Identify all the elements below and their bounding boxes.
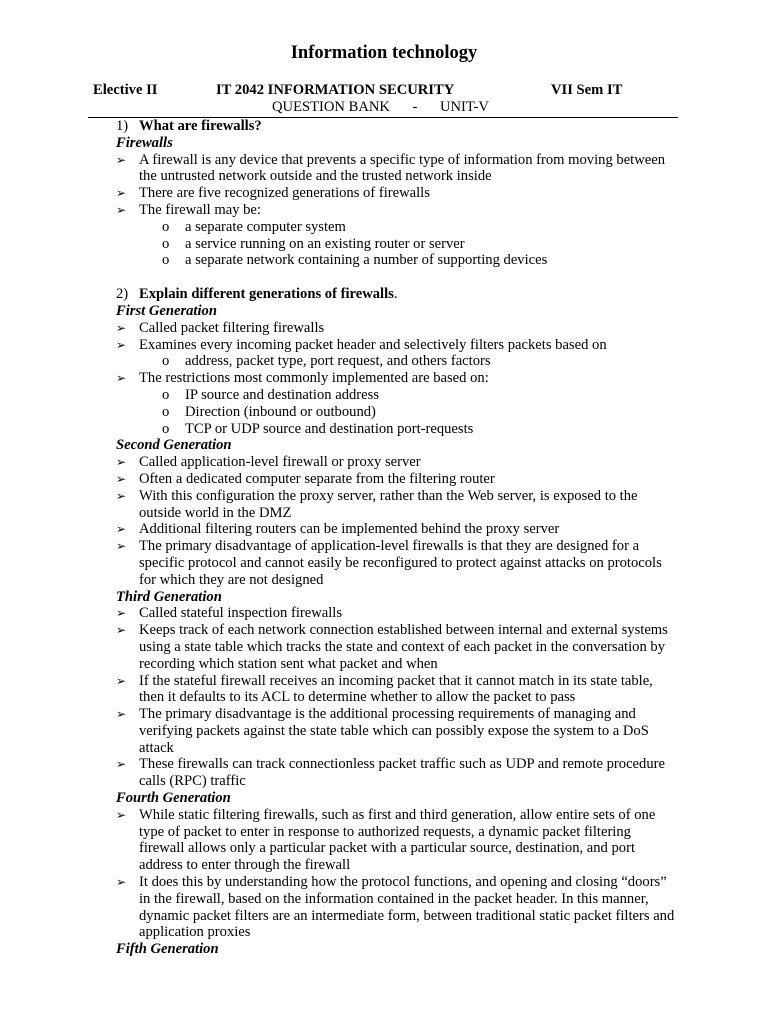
list-item-text: Called stateful inspection firewalls (139, 605, 343, 622)
list-item (116, 185, 676, 202)
list-item (116, 337, 676, 354)
list-item (116, 538, 676, 588)
list-item-text: Often a dedicated computer separate from the filtering router (139, 470, 495, 487)
arrow-bullet-icon: ➢ (116, 152, 127, 167)
list-item-text: The restrictions most commonly implemented are based on: (139, 370, 489, 387)
arrow-bullet-icon: ➢ (116, 623, 127, 638)
section-heading-first-generation: First Generation (116, 302, 217, 319)
list-item-text: It does this by understanding how the protocol functions, and opening and closing “doors” in the firewall, based on the information contained in the packet header. In this manner, dynamic packet filters are an intermediate form, between traditional static packet filters and application proxies (139, 874, 675, 941)
arrow-bullet-icon: ➢ (116, 522, 127, 537)
sub-list-item (116, 387, 676, 404)
arrow-bullet-icon: ➢ (116, 707, 127, 722)
list-item (116, 202, 676, 219)
list-item-text: If the stateful firewall receives an incoming packet that it cannot match in its state table, then it defaults to its ACL to determine whether to allow the packet to pass (139, 672, 653, 706)
arrow-bullet-icon: ➢ (116, 606, 127, 621)
list-item-text: While static filtering firewalls, such as first and third generation, allow entire sets of one type of packet to enter in response to authorized requests, a dynamic packet filtering firewall allows only a particular packet with a particular source, destination, and port address to enter through the firewall (139, 806, 656, 874)
section-heading-firewalls: Firewalls (116, 134, 173, 151)
circle-bullet-icon: o (162, 252, 170, 269)
arrow-bullet-icon: ➢ (116, 757, 127, 772)
sub-list-item (116, 404, 676, 421)
sub-list-item-text: a separate computer system (185, 218, 346, 235)
circle-bullet-icon: o (162, 218, 170, 235)
section-heading-fourth-generation: Fourth Generation (116, 790, 231, 807)
list-item-text: With this configuration the proxy server, rather than the Web server, is exposed to the outside world in the DMZ (139, 487, 638, 521)
list-item-text: The firewall may be: (139, 201, 261, 218)
sub-list-item-text: a service running on an existing router or server (185, 235, 465, 252)
elective-label: Elective II (93, 82, 158, 98)
list-item (116, 471, 676, 488)
arrow-bullet-icon: ➢ (116, 337, 127, 352)
list-item-text: Keeps track of each network connection established between internal and external systems using a state table which tracks the state and context of each packet in the conversation by recording which station sent what packet and when (139, 622, 668, 672)
sub-list-item-text: IP source and destination address (185, 386, 379, 403)
circle-bullet-icon: o (162, 420, 170, 437)
list-item-text: There are five recognized generations of firewalls (139, 185, 430, 202)
list-item (116, 622, 676, 672)
question-bank-label: QUESTION BANK (272, 99, 390, 115)
list-item (116, 521, 676, 538)
question-text: What are firewalls? (139, 118, 262, 134)
semester-label: VII Sem IT (551, 82, 623, 98)
list-item (116, 756, 676, 790)
arrow-bullet-icon: ➢ (116, 371, 127, 386)
list-item-text: A firewall is any device that prevents a specific type of information from moving between the untrusted network outside and the trusted network inside (139, 151, 666, 185)
list-item (116, 605, 676, 622)
circle-bullet-icon: o (162, 403, 170, 420)
section-heading-fifth-generation: Fifth Generation (116, 941, 219, 958)
sub-list-item (116, 236, 676, 253)
circle-bullet-icon: o (162, 353, 170, 370)
question-bank-line (272, 99, 489, 116)
list-item-text: Called packet filtering firewalls (139, 319, 325, 336)
arrow-bullet-icon: ➢ (116, 488, 127, 503)
arrow-bullet-icon: ➢ (116, 471, 127, 486)
list-item (116, 152, 676, 186)
header-separator: - (412, 99, 418, 115)
sub-list-item-text: address, packet type, port request, and others factors (185, 353, 491, 370)
list-item-text: Called application-level firewall or proxy server (139, 454, 421, 471)
list-item (116, 370, 676, 387)
unit-label: UNIT-V (439, 99, 489, 115)
list-item (116, 454, 676, 471)
document-body (116, 118, 676, 958)
sub-list-item (116, 252, 676, 269)
list-item (116, 488, 676, 522)
list-item-text: Additional filtering routers can be implemented behind the proxy server (139, 521, 560, 538)
arrow-bullet-icon: ➢ (116, 202, 127, 217)
circle-bullet-icon: o (162, 235, 170, 252)
sub-list-item (116, 421, 676, 438)
question-period: . (393, 286, 398, 303)
list-item-text: The primary disadvantage of application-level firewalls is that they are designed for a specific protocol and cannot easily be reconfigured to protect against attacks on protocols for which they are not designed (139, 538, 662, 588)
sub-list-item-text: TCP or UDP source and destination port-requests (185, 420, 474, 437)
arrow-bullet-icon: ➢ (116, 807, 127, 822)
arrow-bullet-icon: ➢ (116, 186, 127, 201)
list-item (116, 807, 676, 874)
sub-list-item (116, 353, 676, 370)
sub-list-item-text: a separate network containing a number of supporting devices (185, 252, 548, 269)
course-title: IT 2042 INFORMATION SECURITY (216, 82, 455, 98)
section-heading-second-generation: Second Generation (116, 437, 232, 454)
arrow-bullet-icon: ➢ (116, 673, 127, 688)
arrow-bullet-icon: ➢ (116, 539, 127, 554)
sub-list-item (116, 219, 676, 236)
spacer (116, 269, 676, 286)
document-title: Information technology (290, 43, 478, 63)
arrow-bullet-icon: ➢ (116, 320, 127, 335)
question-2 (116, 286, 676, 303)
section-heading-third-generation: Third Generation (116, 588, 222, 605)
list-item (116, 706, 676, 756)
list-item-text: Examines every incoming packet header and selectively filters packets based on (139, 336, 607, 353)
list-item-text: These firewalls can track connectionless packet traffic such as UDP and remote procedure calls (RPC) traffic (139, 756, 665, 790)
question-text: Explain different generations of firewalls (139, 286, 394, 303)
list-item (116, 874, 676, 941)
arrow-bullet-icon: ➢ (116, 875, 127, 890)
question-1 (116, 118, 676, 135)
question-number: 2) (116, 286, 129, 303)
arrow-bullet-icon: ➢ (116, 455, 127, 470)
list-item (116, 673, 676, 707)
circle-bullet-icon: o (162, 386, 170, 403)
list-item (116, 320, 676, 337)
sub-list-item-text: Direction (inbound or outbound) (185, 403, 376, 420)
question-number: 1) (116, 118, 129, 134)
list-item-text: The primary disadvantage is the additional processing requirements of managing and verifying packets against the state table which can possibly expose the system to a DoS attack (139, 706, 649, 756)
